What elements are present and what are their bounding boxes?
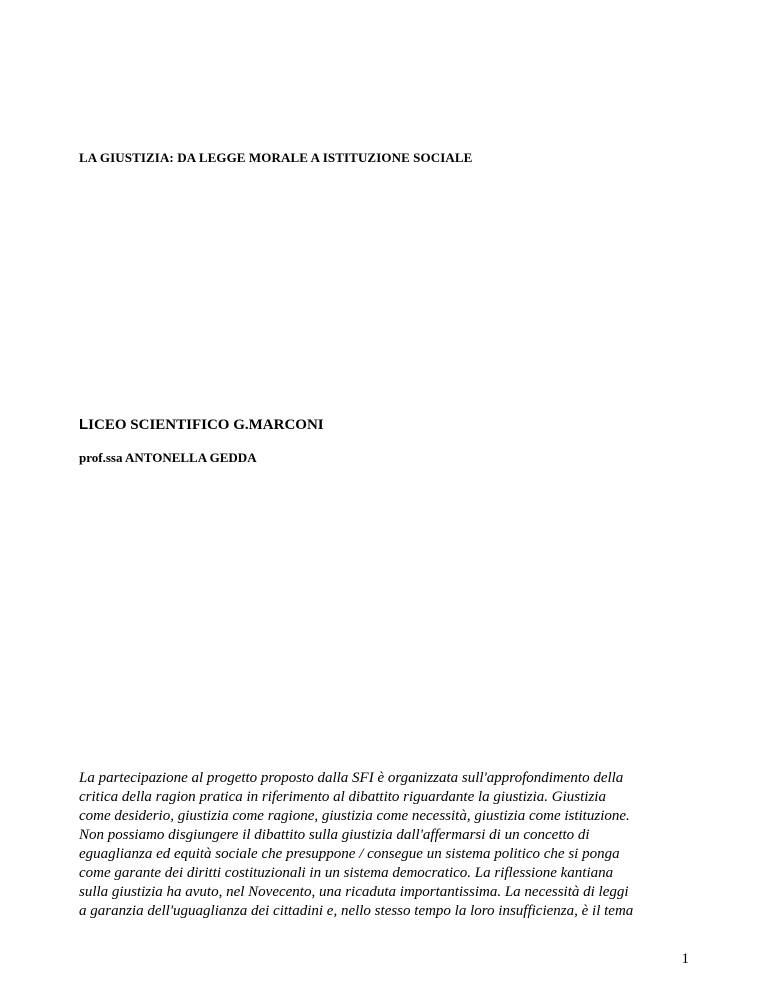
- document-title: LA GIUSTIZIA: DA LEGGE MORALE A ISTITUZIONE SOCIALE: [79, 150, 473, 165]
- abstract-line: La partecipazione al progetto proposto dalla SFI è organizzata sull'approfondimento della: [79, 770, 624, 786]
- abstract-line: eguaglianza ed equità sociale che presuppone / consegue un sistema politico che si ponga: [79, 846, 620, 862]
- school-name-initial: L: [79, 416, 89, 433]
- abstract-line: Non possiamo disgiungere il dibattito sulla giustizia dall'affermarsi di un concetto di: [79, 827, 590, 843]
- abstract-line: sulla giustizia ha avuto, nel Novecento, una ricaduta importantissima. La necessità di leggi: [79, 884, 629, 900]
- school-name-rest: ICEO SCIENTIFICO G.MARCONI: [88, 417, 324, 433]
- abstract-line: come desiderio, giustizia come ragione, giustizia come necessità, giustizia come istituzione.: [79, 808, 630, 824]
- abstract-paragraph: [79, 769, 719, 921]
- abstract-line: a garanzia dell'uguaglianza dei cittadini e, nello stesso tempo la loro insufficienza, è il tema: [79, 903, 634, 919]
- school-name: [79, 416, 324, 434]
- abstract-line: critica della ragion pratica in riferimento al dibattito riguardante la giustizia. Giustizia: [79, 789, 606, 805]
- page-number: 1: [681, 951, 689, 967]
- abstract-line: come garante dei diritti costituzionali in un sistema democratico. La riflessione kantiana: [79, 865, 614, 881]
- author-name: prof.ssa ANTONELLA GEDDA: [79, 450, 257, 465]
